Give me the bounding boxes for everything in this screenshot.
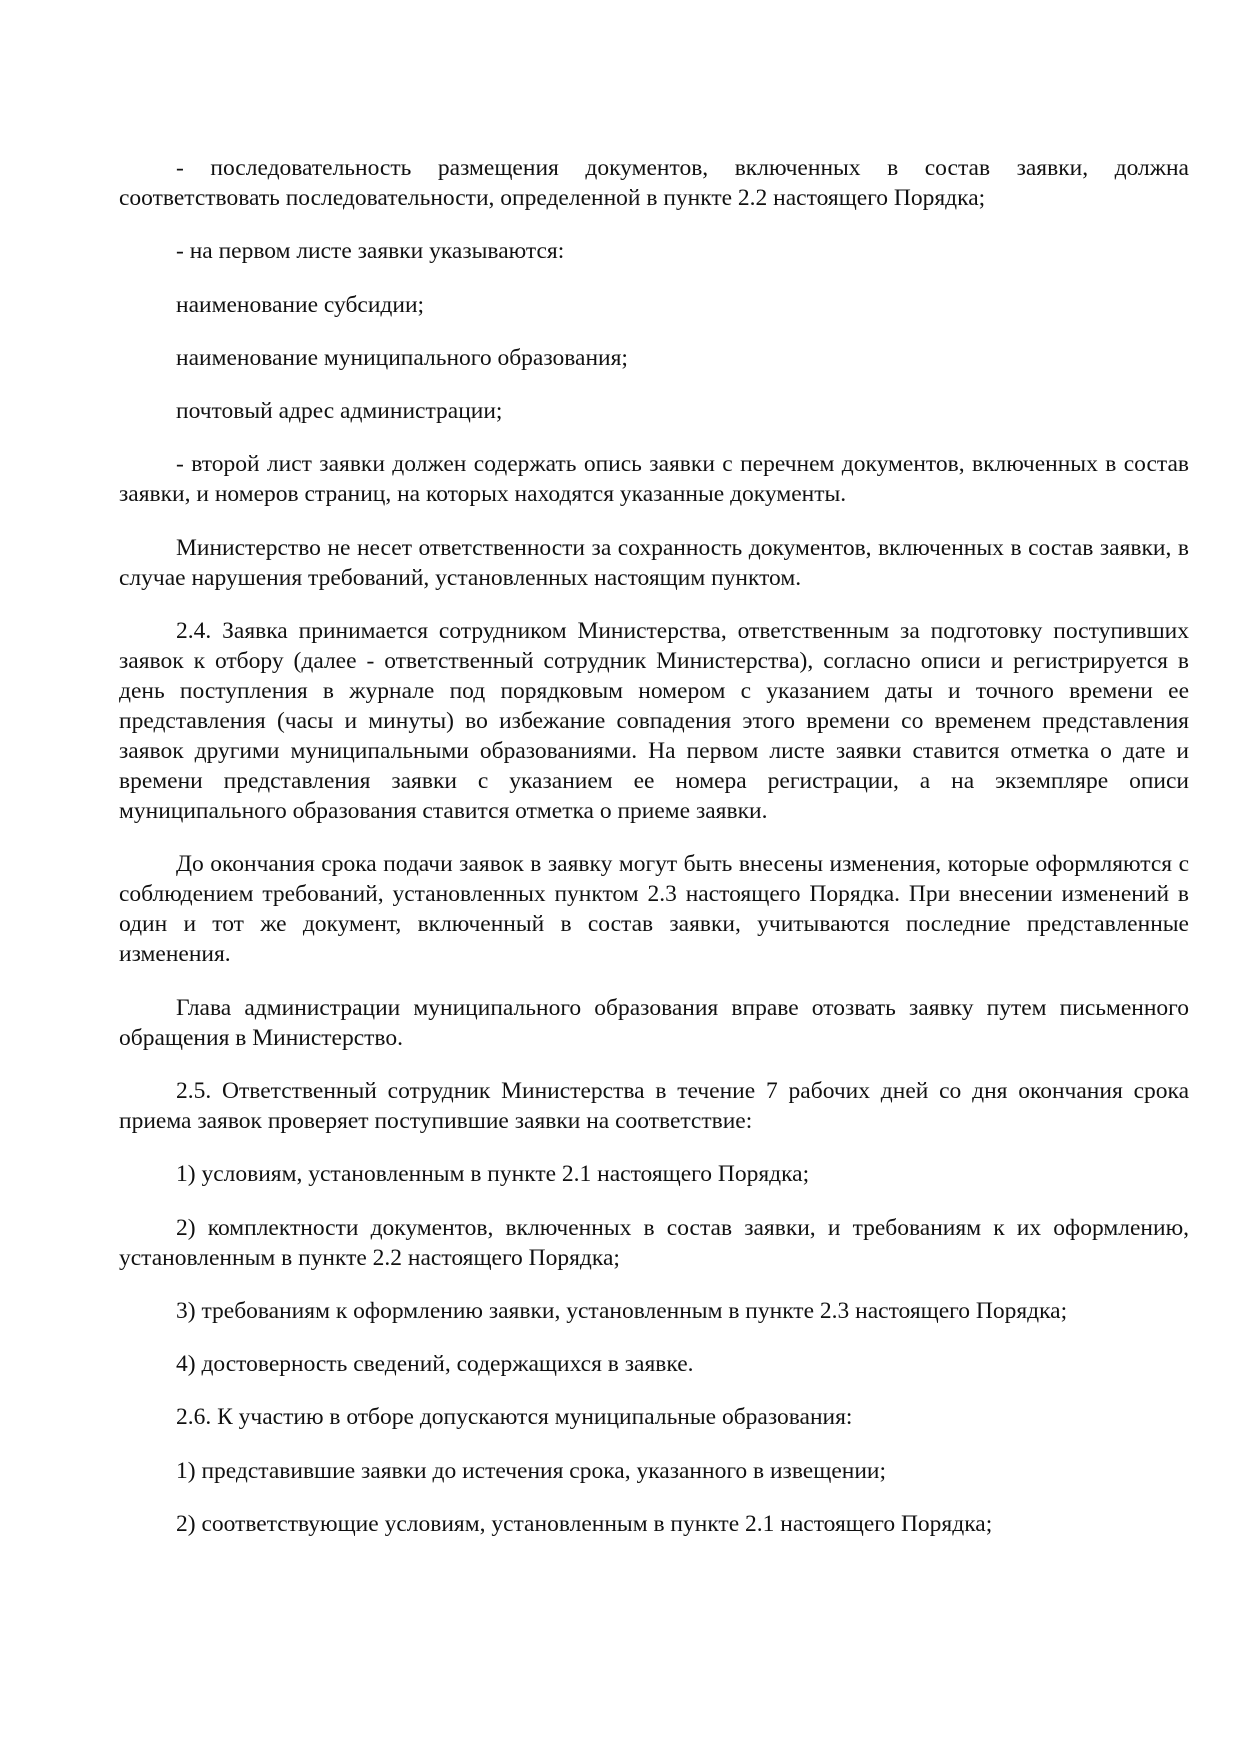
paragraph: Министерство не несет ответственности за сохранность документов, включенных в состав заявки, в случае нарушения требований, установленных настоящим пунктом. xyxy=(119,534,1189,591)
paragraph: До окончания срока подачи заявок в заявку могут быть внесены изменения, которые оформляются с соблюдением требований, установленных пунктом 2.3 настоящего Порядка. При внесении изменений в один и тот же документ, включенный в состав заявки, учитываются последние представленные изменения. xyxy=(119,851,1189,968)
paragraph: Глава администрации муниципального образования вправе отозвать заявку путем письменного обращения в Министерство. xyxy=(119,994,1189,1051)
list-item: 2) комплектности документов, включенных в состав заявки, и требованиям к их оформлению, установленным в пункте 2.2 настоящего Порядка; xyxy=(119,1214,1189,1271)
document-page xyxy=(119,153,1189,1562)
list-item: 2) соответствующие условиям, установленным в пункте 2.1 настоящего Порядка; xyxy=(176,1511,993,1538)
list-item: 3) требованиям к оформлению заявки, установленным в пункте 2.3 настоящего Порядка; xyxy=(176,1297,1068,1324)
paragraph-2-4: 2.4. Заявка принимается сотрудником Министерства, ответственным за подготовку поступивших заявок к отбору (далее - ответственный сотрудник Министерства), согласно описи и регистрируется в день поступления в журнале под порядковым номером с указанием даты и точного времени ее представления (часы и минуты) во избежание совпадения этого времени со временем представления заявок другими муниципальными образованиями. На первом листе заявки ставится отметка о дате и времени представления заявки с указанием ее номера регистрации, а на экземпляре описи муниципального образования ставится отметка о приеме заявки. xyxy=(119,618,1189,825)
paragraph: - на первом листе заявки указываются: xyxy=(176,238,565,265)
paragraph: наименование муниципального образования; xyxy=(176,344,628,371)
paragraph: - последовательность размещения документов, включенных в состав заявки, должна соответствовать последовательности, определенной в пункте 2.2 настоящего Порядка; xyxy=(119,155,1189,211)
list-item: 4) достоверность сведений, содержащихся в заявке. xyxy=(176,1351,694,1378)
paragraph-2-5: 2.5. Ответственный сотрудник Министерства в течение 7 рабочих дней со дня окончания срока приема заявок проверяет поступившие заявки на соответствие: xyxy=(119,1077,1189,1134)
paragraph: наименование субсидии; xyxy=(176,291,425,318)
list-item: 1) представившие заявки до истечения срока, указанного в извещении; xyxy=(176,1457,887,1484)
paragraph-2-6: 2.6. К участию в отборе допускаются муниципальные образования: xyxy=(176,1404,853,1431)
paragraph: - второй лист заявки должен содержать опись заявки с перечнем документов, включенных в состав заявки, и номеров страниц, на которых находятся указанные документы. xyxy=(119,451,1189,508)
list-item: 1) условиям, установленным в пункте 2.1 настоящего Порядка; xyxy=(176,1161,810,1188)
paragraph: почтовый адрес администрации; xyxy=(176,398,503,425)
